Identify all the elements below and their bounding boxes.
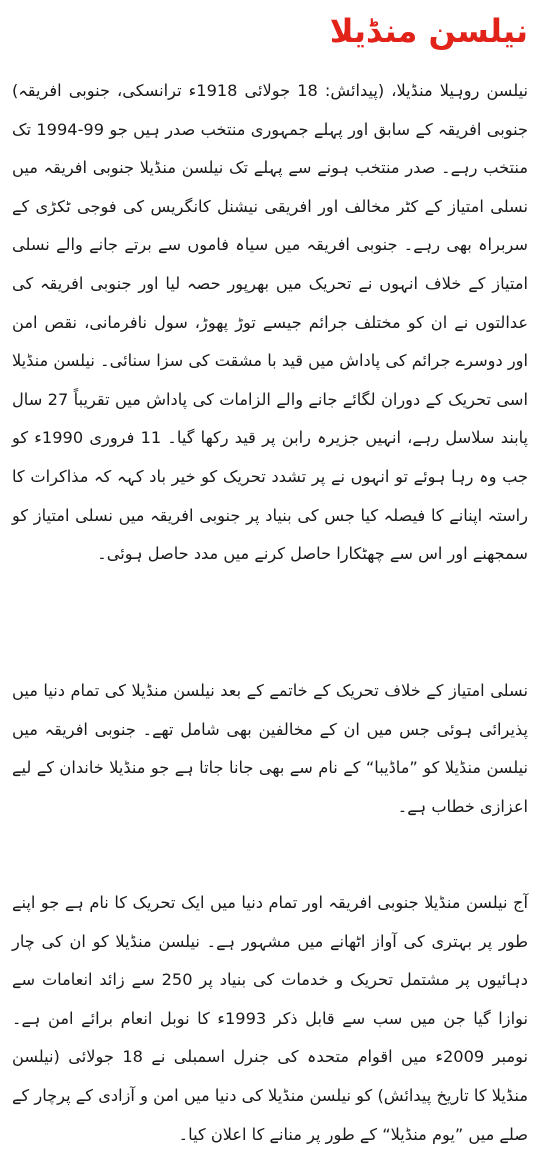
article-title: نیلسن منڈیلا [329, 12, 528, 50]
article-paragraph-recognition: نسلی امتیاز کے خلاف تحریک کے خاتمے کے بعد نیلسن منڈیلا کی تمام دنیا میں پذیرائی ہوئی جس میں ان کے مخالفین بھی شامل تھے۔ جنوبی افریقہ میں نیلسن منڈیلا کو ”ماڈیبا“ کے نام سے بھی جانا جاتا ہے جو منڈیلا خاندان کے لیے اعزازی خطاب ہے۔ [12, 681, 528, 816]
article-paragraph-biography: نیلسن روہیلا منڈیلا، (پیدائش: 18 جولائی 1918ء ترانسکی، جنوبی افریقہ) جنوبی افریقہ کے سابق اور پہلے جمہوری منتخب صدر ہیں جو 99-1994 تک منتخب رہے۔ صدر منتخب ہونے سے پہلے تک نیلسن منڈیلا جنوبی افریقہ میں نسلی امتیاز کے کٹر مخالف اور افریقی نیشنل کانگریس کی فوجی ٹکڑی کے سربراہ بھی رہے۔ جنوبی افریقہ میں سیاہ فاموں سے برتے جانے والے نسلی امتیاز کے خلاف انہوں نے تحریک میں بھرپور حصہ لیا اور جنوبی افریقہ کی عدالتوں نے ان کو مختلف جرائم جیسے توڑ پھوڑ، سول نافرمانی، نقص امن اور دوسرے جرائم کی پاداش میں قید با مشقت کی سزا سنائی۔ نیلسن منڈیلا اسی تحریک کے دوران لگائے جانے والے الزامات کی پاداش میں تقریباً 27 سال پابند سلاسل رہے، انہیں جزیرہ رابن پر قید رکھا گیا۔ 11 فروری 1990ء کو جب وہ رہا ہوئے تو انہوں نے پر تشدد تحریک کو خیر باد کہہ کہ مذاکرات کا راستہ اپنانے کا فیصلہ کیا جس کی بنیاد پر جنوبی افریقہ میں نسلی امتیاز کو سمجھنے اور اس سے چھٹکارا حاصل کرنے میں مدد حاصل ہوئی۔ [12, 81, 529, 564]
article-paragraph-legacy: آج نیلسن منڈیلا جنوبی افریقہ اور تمام دنیا میں ایک تحریک کا نام ہے جو اپنے طور پر بہتری کی آواز اٹھانے میں مشہور ہے۔ نیلسن منڈیلا کو ان کی چار دہائیوں پر مشتمل تحریک و خدمات کی بنیاد پر 250 سے زائد انعامات سے نوازا گیا جن میں سب سے قابل ذکر 1993ء کا نوبل انعام برائے امن ہے۔ نومبر 2009ء میں اقوام متحدہ کی جنرل اسمبلی نے 18 جولائی (نیلسن منڈیلا کا تاریخ پیدائش) کو نیلسن منڈیلا کی دنیا میں امن و آزادی کے پرچار کے صلے میں ”یوم منڈیلا“ کے طور پر منانے کا اعلان کیا۔ [12, 893, 528, 1144]
